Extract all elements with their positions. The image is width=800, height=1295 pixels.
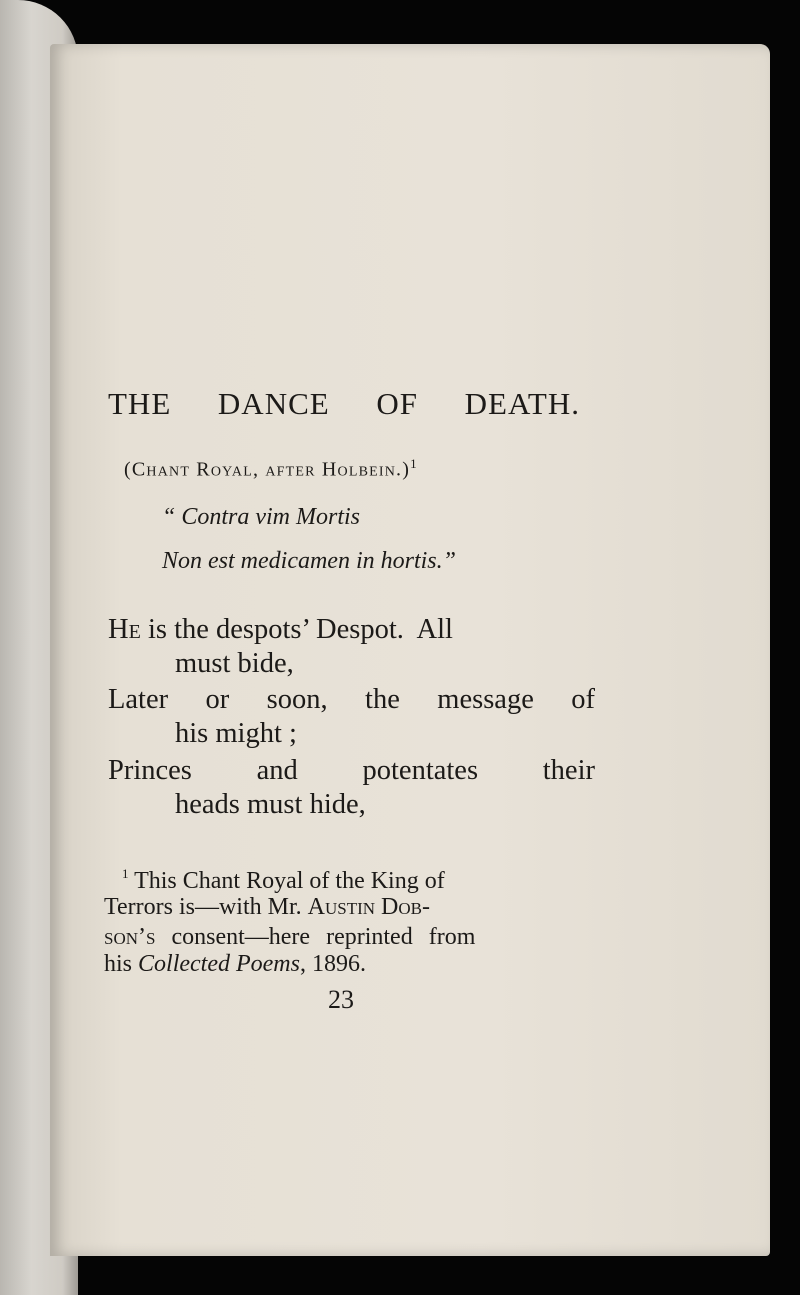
footnote-line: $^1$ This Chant Royal of the King of — [122, 866, 445, 894]
footnote-line: Terrors is—with Mr. Austin Dob- — [104, 894, 430, 920]
footnote-line: son’s consent—here reprinted from — [104, 924, 476, 950]
footnote-ref: 1 — [410, 456, 418, 471]
poem-line: heads must hide, — [175, 789, 366, 820]
poem-line: Princes and potentates their — [108, 755, 595, 786]
poem-line: must bide, — [175, 648, 294, 679]
epigraph-line: Non est medicamen in hortis.” — [162, 548, 456, 574]
poem-line: his might ; — [175, 718, 297, 749]
book-page — [50, 44, 770, 1256]
page-number: 23 — [328, 985, 354, 1014]
chapter-subtitle: (Chant Royal, after Holbein.)$^1$ — [124, 456, 418, 481]
epigraph-line: “ Contra vim Mortis — [162, 504, 361, 530]
poem-line: He is the despots’ Despot. All — [108, 614, 453, 645]
footnote-line: his Collected Poems, 1896. — [104, 951, 366, 977]
poem-line: Later or soon, the message of — [108, 684, 595, 715]
chapter-title: THE DANCE OF DEATH. — [108, 386, 580, 421]
